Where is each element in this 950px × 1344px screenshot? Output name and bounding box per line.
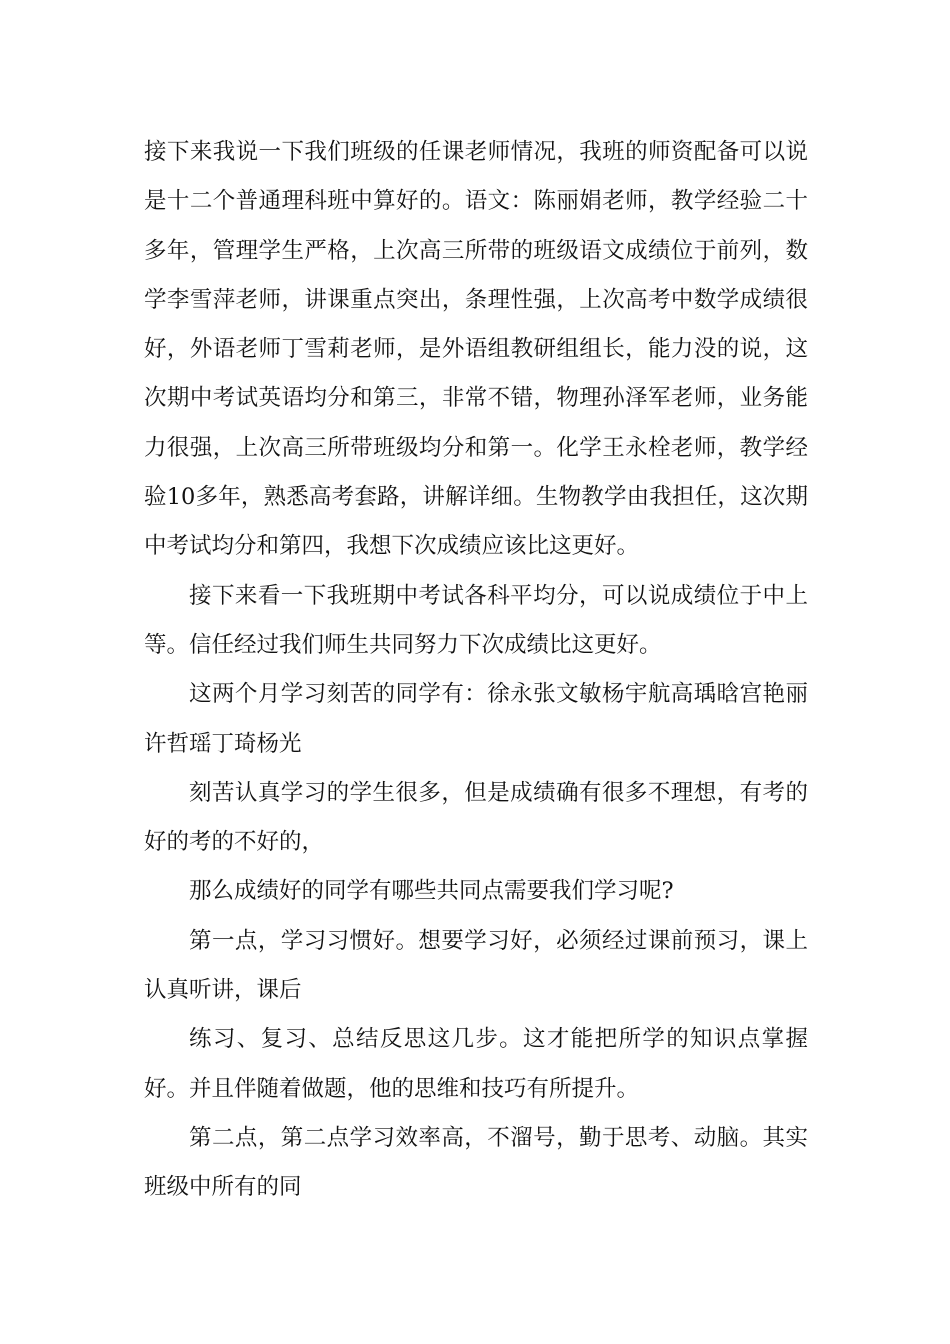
paragraph-point-two: 第二点，第二点学习效率高，不溜号，勤于思考、动脑。其实班级中所有的同: [144, 1124, 808, 1201]
paragraph-question: 那么成绩好的同学有哪些共同点需要我们学习呢?: [189, 878, 674, 905]
paragraph-diligent-students: 这两个月学习刻苦的同学有：徐永张文敏杨宇航高瑀晗宫艳丽许哲瑶丁琦杨光: [144, 681, 808, 757]
paragraph-teachers: 接下来我说一下我们班级的任课老师情况，我班的师资配备可以说是十二个普通理科班中算好的。语文：陈丽娟老师，教学经验二十多年，管理学生严格，上次高三所带的班级语文成绩位于前列，数学李雪萍老师，讲课重点突出，条理性强，上次高考中数学成绩很好，外语老师丁雪莉老师，是外语组教研组组长，能力没的说，这次期中考试英语均分和第三，非常不错，物理孙泽军老师，业务能力很强，上次高三所带班级均分和第一。化学王永栓老师，教学经验10多年，熟悉高考套路，讲解详细。生物教学由我担任，这次期中考试均分和第四，我想下次成绩应该比这更好。: [144, 139, 808, 560]
paragraph-point-one: 第一点，学习习惯好。想要学习好，必须经过课前预习，课上认真听讲，课后: [144, 927, 808, 1004]
paragraph-exam-average: 接下来看一下我班期中考试各科平均分，可以说成绩位于中上等。信任经过我们师生共同努力下次成绩比这更好。: [144, 582, 808, 658]
paragraph-point-one-continued: 练习、复习、总结反思这几步。这才能把所学的知识点掌握好。并且伴随着做题，他的思维和技巧有所提升。: [144, 1026, 808, 1102]
paragraph-results-vary: 刻苦认真学习的学生很多，但是成绩确有很多不理想，有考的好的考的不好的，: [144, 779, 808, 856]
document-body: [144, 128, 808, 1213]
